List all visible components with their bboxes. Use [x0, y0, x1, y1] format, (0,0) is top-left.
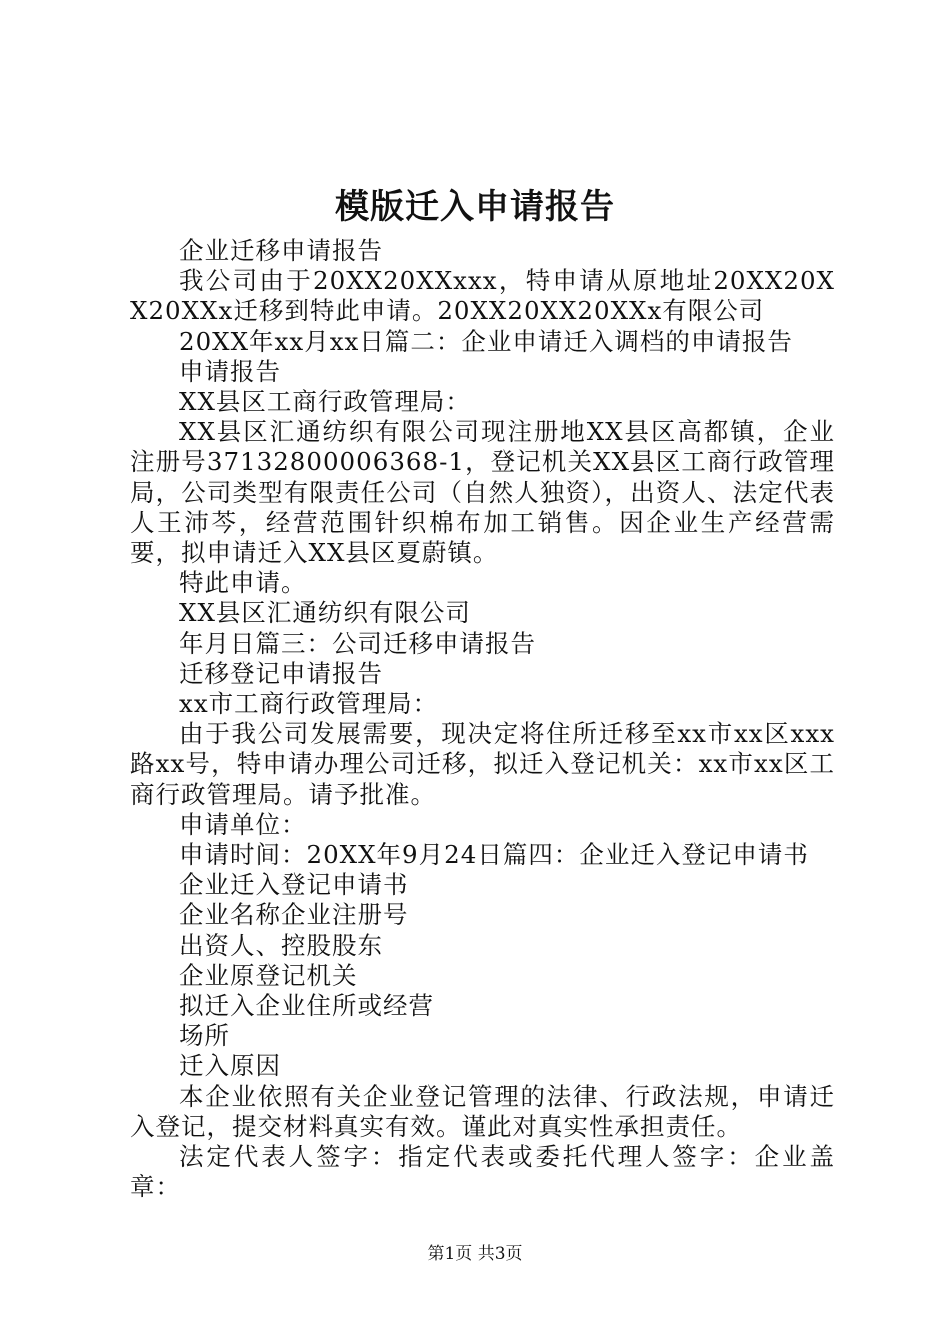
- paragraph: 企业原登记机关: [179, 960, 358, 990]
- document-title: 模版迁入申请报告: [335, 187, 615, 227]
- paragraph: 出资人、控股股东: [179, 930, 383, 960]
- paragraph: 申请时间：20XX年9月24日篇四：企业迁入登记申请书: [179, 840, 809, 870]
- paragraph: xx市工商行政管理局：: [179, 689, 439, 719]
- paragraph: 本企业依照有关企业登记管理的法律、行政法规，申请迁入登记，提交材料真实有效。谨此对真实性承担责任。: [130, 1081, 835, 1141]
- paragraph: XX县区汇通纺织有限公司现注册地XX县区高都镇，企业注册号37132800006368-1，登记机关XX县区工商行政管理局，公司类型有限责任公司（自然人独资），出资人、法定代表人王沛芩，经营范围针织棉布加工销售。因企业生产经营需要，拟申请迁入XX县区夏蔚镇。: [130, 417, 835, 568]
- paragraph: 我公司由于20XX20XXxxx，特申请从原地址20XX20XX20XXx迁移到特此申请。20XX20XX20XXx有限公司: [130, 266, 835, 326]
- page-footer: 第1页 共3页: [427, 1244, 523, 1264]
- paragraph: 年月日篇三：公司迁移申请报告: [179, 628, 536, 658]
- paragraph: 企业迁入登记申请书: [179, 870, 409, 900]
- document-body: [130, 236, 835, 1203]
- paragraph: 法定代表人签字：指定代表或委托代理人签字：企业盖章：: [130, 1142, 835, 1202]
- paragraph: 申请报告: [179, 356, 281, 386]
- paragraph: XX县区汇通纺织有限公司: [179, 598, 471, 628]
- paragraph: 特此申请。: [179, 568, 307, 598]
- paragraph: 20XX年xx月xx日篇二：企业申请迁入调档的申请报告: [179, 326, 793, 356]
- paragraph: 企业迁移申请报告: [179, 236, 383, 265]
- paragraph: 拟迁入企业住所或经营: [179, 991, 434, 1021]
- paragraph: 申请单位：: [179, 809, 307, 839]
- paragraph: 场所: [179, 1021, 230, 1051]
- paragraph: XX县区工商行政管理局：: [179, 387, 471, 417]
- paragraph: 企业名称企业注册号: [179, 900, 409, 930]
- paragraph: 迁入原因: [179, 1051, 281, 1081]
- paragraph: 由于我公司发展需要，现决定将住所迁移至xx市xx区xxx路xx号，特申请办理公司迁移，拟迁入登记机关：xx市xx区工商行政管理局。请予批准。: [130, 719, 835, 809]
- paragraph: 迁移登记申请报告: [179, 658, 383, 688]
